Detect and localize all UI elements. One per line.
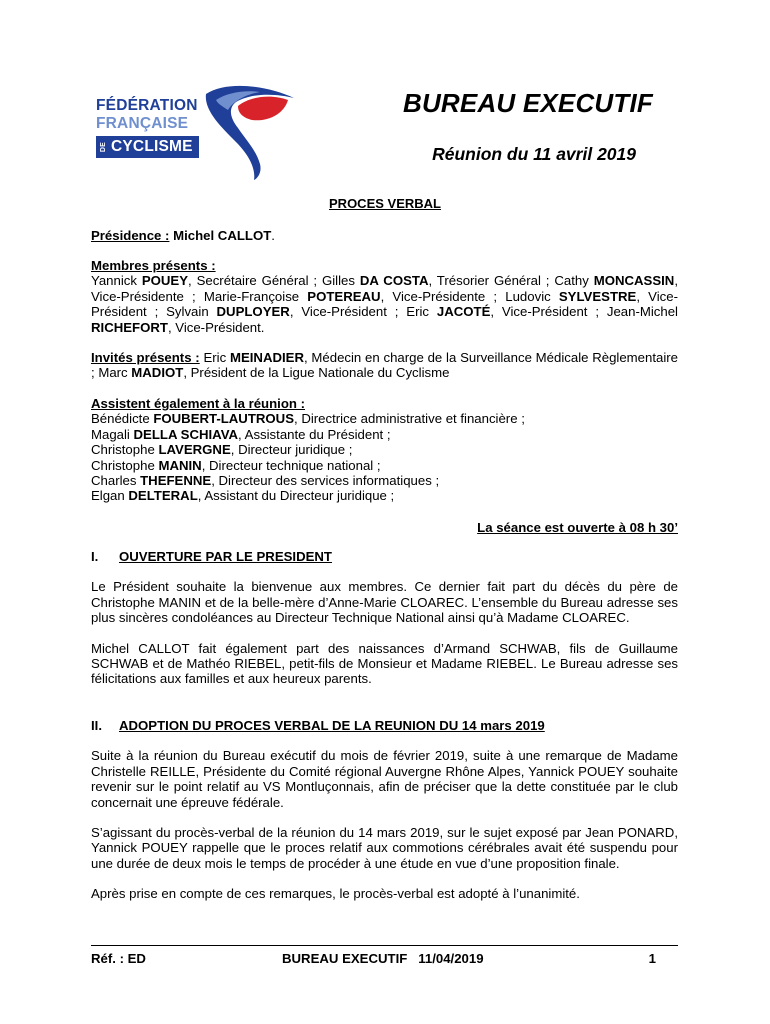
logo-line-2: FRANÇAISE — [96, 115, 189, 132]
assistent-list — [91, 411, 678, 503]
person-surname: MADIOT — [131, 365, 184, 381]
person-surname: DA COSTA — [359, 273, 429, 289]
person-firstname: Jean-Michel — [606, 304, 678, 320]
presidence-label: Présidence : — [91, 228, 170, 243]
president-name — [173, 228, 271, 243]
section-2-paragraph: S’agissant du procès-verbal de la réunion du 14 mars 2019, sur le sujet exposé par Jean PONARD, Yannick POUEY rappelle que le proces relatif aux commotions cérébrales avait été suspendu pour une durée de deux mois le temps de procéder à une étude en vue d’une proposition finale. — [91, 825, 678, 871]
logo-line-3 — [96, 136, 199, 158]
person-role: , Directeur des services informatiques ; — [211, 473, 440, 489]
assistent — [91, 396, 678, 504]
seance-opening — [91, 520, 678, 535]
person-surname: JACOTÉ — [436, 304, 491, 320]
membres-label: Membres présents : — [91, 258, 216, 273]
person-firstname: Eric — [406, 304, 437, 320]
section-2 — [91, 718, 678, 902]
person-firstname: Christophe — [91, 457, 159, 473]
invites-presents — [91, 350, 678, 381]
person-role: , Trésorier Général ; — [428, 273, 555, 289]
section-1-title: OUVERTURE PAR LE PRESIDENT — [119, 549, 332, 564]
person-firstname: Elgan — [91, 488, 129, 504]
attendee-line — [91, 458, 678, 473]
person-surname: DUPLOYER — [216, 304, 290, 320]
person-role: , Président de la Ligue Nationale du Cyclisme — [183, 365, 450, 381]
attendee-line — [91, 411, 678, 426]
person-firstname: Eric — [199, 350, 230, 365]
person-role: , Secrétaire Général ; — [188, 273, 322, 289]
person-surname: RICHEFORT — [91, 319, 168, 335]
person-firstname: Sylvain — [166, 304, 217, 320]
person-role: , Vice-Présidente ; — [380, 288, 506, 304]
section-2-paragraph: Après prise en compte de ces remarques, le procès-verbal est adopté à l’unanimité. — [91, 886, 580, 902]
footer-ref: Réf. : ED — [91, 951, 146, 966]
person-firstname: Marie-Françoise — [203, 288, 308, 304]
doc-type — [0, 196, 770, 211]
person-surname: THEFENNE — [140, 473, 212, 489]
person-surname: POUEY — [141, 273, 189, 289]
seance-opening-text: La séance est ouverte à 08 h 30’ — [477, 520, 678, 535]
page-number: 1 — [648, 951, 656, 966]
attendee-line — [91, 473, 678, 488]
person-role: , Assistante du Président ; — [238, 426, 391, 442]
person-role: , Vice-Président ; — [91, 288, 678, 320]
person-surname: MONCASSIN — [593, 273, 675, 289]
person-firstname: Ludovic — [505, 288, 559, 304]
person-role: , Directeur juridique ; — [230, 442, 353, 458]
person-firstname: Christophe — [91, 442, 159, 458]
logo-de: DE — [100, 141, 107, 152]
membres-presents — [91, 258, 678, 335]
presidence — [91, 228, 678, 243]
invites-label: Invités présents : — [91, 350, 200, 365]
person-surname: LAVERGNE — [158, 442, 231, 458]
footer-title: BUREAU EXECUTIF 11/04/2019 — [282, 951, 484, 966]
attendee-line — [91, 427, 678, 442]
person-firstname: Gilles — [321, 273, 360, 289]
person-surname: MEINADIER — [229, 350, 304, 365]
president-name-text: Michel CALLOT — [173, 228, 272, 243]
person-firstname: Yannick — [91, 273, 142, 289]
person-firstname: Marc — [98, 365, 132, 381]
person-role: , Directrice administrative et financière ; — [294, 411, 525, 427]
page-title: BUREAU EXECUTIF — [402, 88, 653, 118]
person-firstname: Charles — [91, 473, 141, 489]
person-role: , Vice-Président. — [167, 319, 265, 335]
person-surname: MANIN — [158, 457, 202, 473]
person-surname: SYLVESTRE — [558, 288, 637, 304]
section-2-num: II. — [91, 718, 102, 733]
section-2-title: ADOPTION DU PROCES VERBAL DE LA REUNION DU 14 mars 2019 — [119, 718, 545, 733]
presidence-end: . — [271, 228, 275, 243]
meeting-date: Réunion du 11 avril 2019 — [432, 144, 636, 164]
person-role: , Médecin en charge de la Surveillance Médicale Règlementaire ; — [91, 350, 678, 381]
person-surname: DELTERAL — [128, 488, 198, 504]
logo-line-1: FÉDÉRATION — [96, 97, 198, 114]
person-role: , Assistant du Directeur juridique ; — [197, 488, 395, 504]
attendee-line — [91, 442, 678, 457]
person-surname: FOUBERT-LAUTROUS — [153, 411, 294, 427]
person-role: , Vice-Présidente ; — [91, 273, 678, 304]
doc-type-label: PROCES VERBAL — [329, 196, 441, 211]
section-1-paragraph: Le Président souhaite la bienvenue aux membres. Ce dernier fait part du décès du père de Christophe MANIN et de la belle-mère d’Anne-Marie CLOAREC. L’ensemble du Bureau adresse ses plus sincères condoléances au Directeur Technique National ainsi qu’à Madame CLOAREC. — [91, 579, 678, 626]
person-surname: POTEREAU — [307, 288, 381, 304]
section-1 — [91, 549, 678, 687]
section-1-num: I. — [91, 549, 99, 564]
logo-cyclisme: CYCLISME — [111, 138, 193, 155]
attendee-line — [91, 488, 678, 503]
person-surname: DELLA SCHIAVA — [133, 426, 239, 442]
footer-divider — [91, 945, 678, 946]
person-firstname: Cathy — [554, 273, 594, 289]
person-role: , Vice-Président ; — [490, 304, 607, 320]
assistent-label: Assistent également à la réunion : — [91, 396, 305, 411]
federation-logo — [88, 84, 298, 180]
person-firstname: Bénédicte — [91, 411, 154, 427]
section-1-heading — [91, 549, 678, 564]
section-2-paragraph: Suite à la réunion du Bureau exécutif du mois de février 2019, suite à une remarque de Madame Christelle REILLE, Présidente du Comité régional Auvergne Rhône Alpes, Yannick POUEY souhaite revenir sur le point relatif au VS Montluçonnais, afin de préciser que la dette constituée par le club concernait une épreuve fédérale. — [91, 748, 678, 810]
cyclist-swoosh-icon — [198, 84, 298, 180]
membres-list — [91, 273, 678, 335]
person-firstname: Magali — [91, 426, 134, 442]
section-1-paragraph: Michel CALLOT fait également part des naissances d’Armand SCHWAB, fils de Guillaume SCHWAB et de Mathéo RIEBEL, petit-fils de Monsieur et Madame RIEBEL. Le Bureau adresse ses félicitations aux familles et aux heureux parents. — [91, 640, 678, 687]
section-2-heading — [91, 718, 678, 733]
person-role: , Vice-Président ; — [289, 304, 407, 320]
person-role: , Directeur technique national ; — [201, 457, 381, 473]
